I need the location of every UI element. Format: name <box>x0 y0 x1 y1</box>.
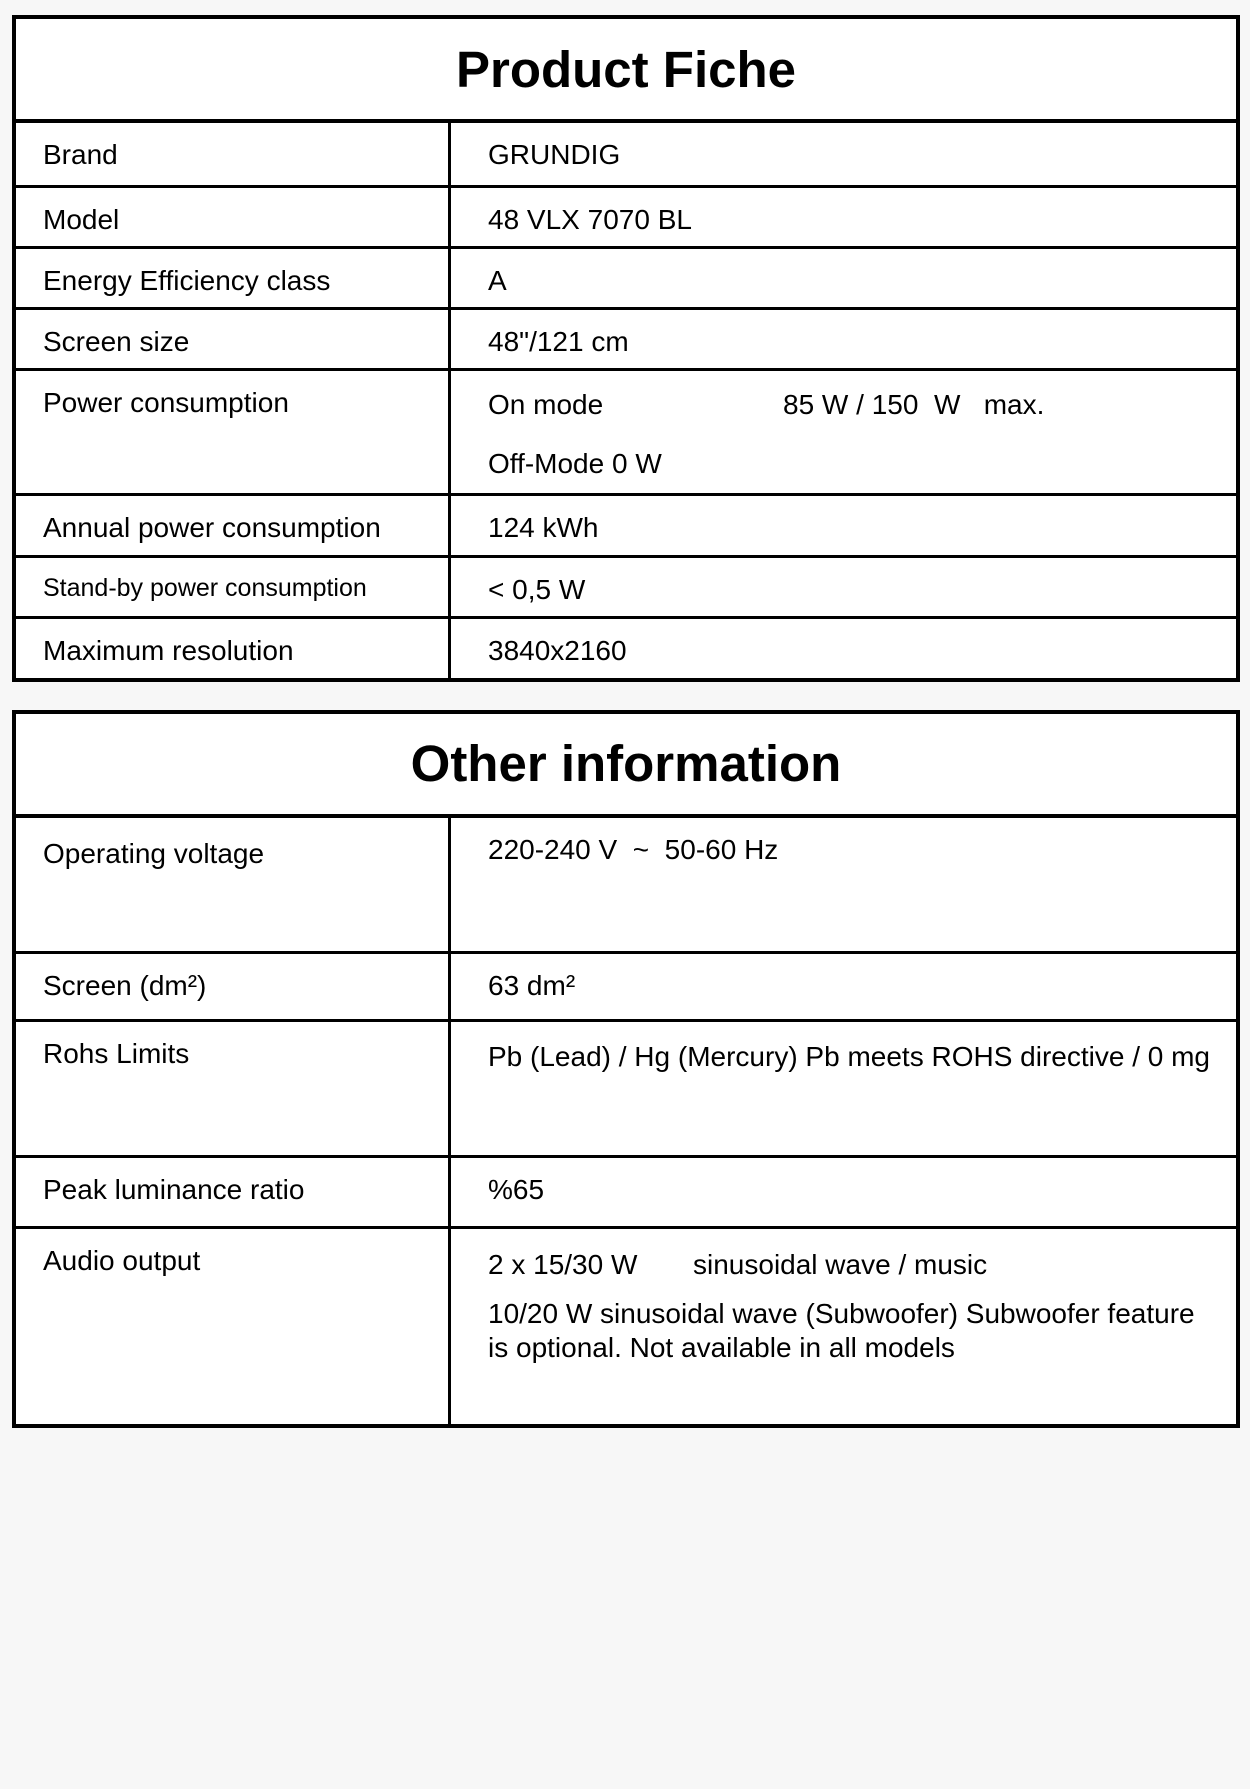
annual-power-label: Annual power consumption <box>16 496 451 555</box>
screen-area-row <box>16 954 1236 1022</box>
screen-size-row <box>16 310 1236 371</box>
standby-power-row <box>16 558 1236 619</box>
audio-output-label: Audio output <box>16 1229 451 1428</box>
rohs-limits-label: Rohs Limits <box>16 1022 451 1155</box>
other-information-title: Other information <box>16 714 1236 818</box>
standby-power-value: < 0,5 W <box>488 574 586 605</box>
peak-luminance-label: Peak luminance ratio <box>16 1158 451 1226</box>
brand-value: GRUNDIG <box>488 139 621 170</box>
audio-main-power: 2 x 15/30 W <box>488 1249 638 1280</box>
on-mode-line <box>488 389 1218 421</box>
annual-power-row <box>16 496 1236 558</box>
model-row <box>16 188 1236 249</box>
rohs-limits-value: Pb (Lead) / Hg (Mercury) Pb meets ROHS directive / 0 mg <box>488 1041 1210 1072</box>
brand-row <box>16 123 1236 188</box>
audio-output-value <box>451 1229 1236 1428</box>
audio-output-row <box>16 1229 1236 1428</box>
audio-line-main <box>488 1249 1218 1281</box>
energy-class-row <box>16 249 1236 310</box>
standby-power-label: Stand-by power consumption <box>16 558 451 616</box>
power-consumption-label: Power consumption <box>16 371 451 493</box>
power-consumption-value <box>451 371 1236 493</box>
max-resolution-row <box>16 619 1236 682</box>
peak-luminance-value: %65 <box>488 1174 545 1205</box>
max-resolution-value: 3840x2160 <box>488 635 627 666</box>
operating-voltage-row <box>16 818 1236 954</box>
screen-area-label: Screen (dm²) <box>16 954 451 1019</box>
other-information-table <box>12 710 1240 1428</box>
audio-line-subwoofer: 10/20 W sinusoidal wave (Subwoofer) Subwoofer feature is optional. Not available in all models <box>488 1298 1195 1364</box>
brand-label: Brand <box>16 123 451 185</box>
product-fiche-table <box>12 15 1240 682</box>
screen-size-value: 48"/121 cm <box>488 326 629 357</box>
energy-class-value: A <box>488 265 507 296</box>
power-consumption-row <box>16 371 1236 496</box>
model-label: Model <box>16 188 451 246</box>
product-fiche-title: Product Fiche <box>16 19 1236 123</box>
rohs-limits-row <box>16 1022 1236 1158</box>
on-mode-value: 85 W / 150 W max. <box>783 389 1045 420</box>
audio-main-desc: sinusoidal wave / music <box>693 1249 988 1280</box>
on-mode-label: On mode <box>488 389 604 420</box>
model-value: 48 VLX 7070 BL <box>488 204 692 235</box>
off-mode-value: Off-Mode 0 W <box>488 448 662 479</box>
annual-power-value: 124 kWh <box>488 512 599 543</box>
max-resolution-label: Maximum resolution <box>16 619 451 682</box>
peak-luminance-row <box>16 1158 1236 1229</box>
screen-size-label: Screen size <box>16 310 451 368</box>
screen-area-value: 63 dm² <box>488 970 576 1001</box>
energy-class-label: Energy Efficiency class <box>16 249 451 307</box>
operating-voltage-label: Operating voltage <box>16 818 451 951</box>
operating-voltage-value: 220-240 V ~ 50-60 Hz <box>488 834 779 865</box>
